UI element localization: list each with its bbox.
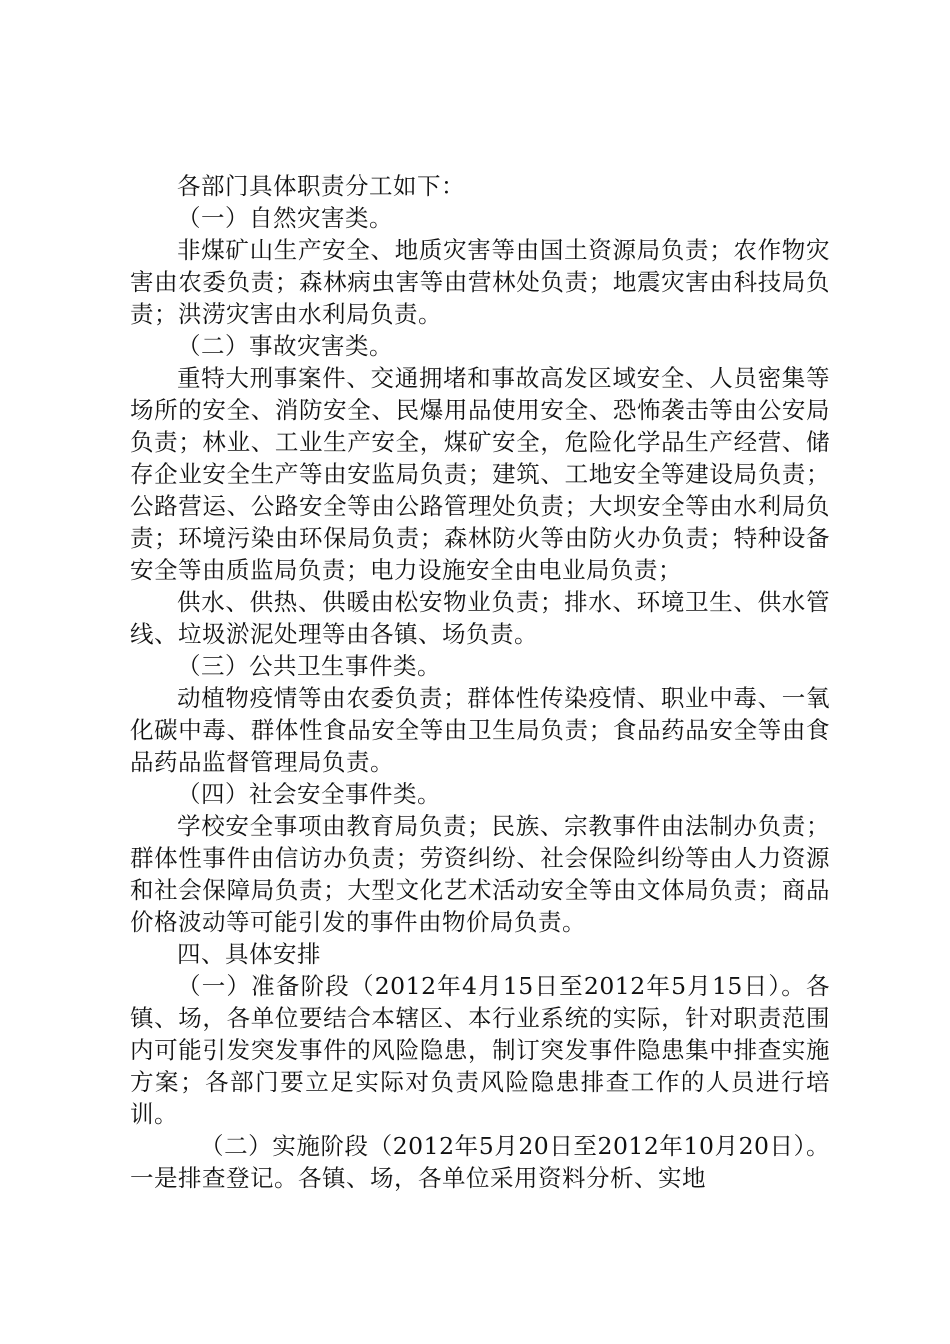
intro-paragraph: 各部门具体职责分工如下： <box>177 172 465 200</box>
section-heading-public-health: （三）公共卫生事件类。 <box>177 652 441 680</box>
section-heading-natural-disasters: （一）自然灾害类。 <box>177 204 393 232</box>
section-heading-arrangements: 四、具体安排 <box>177 940 321 968</box>
document-body <box>130 170 830 1194</box>
paragraph-natural-disasters: 非煤矿山生产安全、地质灾害等由国土资源局负责；农作物灾害由农委负责；森林病虫害等由营林处负责；地震灾害由科技局负责；洪涝灾害由水利局负责。 <box>130 236 830 328</box>
section-heading-social-security: （四）社会安全事件类。 <box>177 780 441 808</box>
section-heading-accident-disasters: （二）事故灾害类。 <box>177 332 393 360</box>
paragraph-implementation-stage: （二）实施阶段（2012年5月20日至2012年10月20日）。一是排查登记。各镇、场，各单位采用资料分析、实地 <box>130 1132 830 1192</box>
paragraph-public-health: 动植物疫情等由农委负责；群体性传染疫情、职业中毒、一氧化碳中毒、群体性食品安全等由卫生局负责；食品药品安全等由食品药品监督管理局负责。 <box>130 684 830 776</box>
paragraph-utilities: 供水、供热、供暖由松安物业负责；排水、环境卫生、供水管线、垃圾淤泥处理等由各镇、场负责。 <box>130 588 830 648</box>
paragraph-preparation-stage: （一）准备阶段（2012年4月15日至2012年5月15日）。各镇、场，各单位要结合本辖区、本行业系统的实际，针对职责范围内可能引发突发事件的风险隐患，制订突发事件隐患集中排查实施方案；各部门要立足实际对负责风险隐患排查工作的人员进行培训。 <box>130 972 830 1128</box>
paragraph-social-security: 学校安全事项由教育局负责；民族、宗教事件由法制办负责；群体性事件由信访办负责；劳资纠纷、社会保险纠纷等由人力资源和社会保障局负责；大型文化艺术活动安全等由文体局负责；商品价格波动等可能引发的事件由物价局负责。 <box>130 812 830 936</box>
paragraph-accident-disasters: 重特大刑事案件、交通拥堵和事故高发区域安全、人员密集等场所的安全、消防安全、民爆用品使用安全、恐怖袭击等由公安局负责；林业、工业生产安全，煤矿安全，危险化学品生产经营、储存企业安全生产等由安监局负责；建筑、工地安全等建设局负责；公路营运、公路安全等由公路管理处负责；大坝安全等由水利局负责；环境污染由环保局负责；森林防火等由防火办负责；特种设备安全等由质监局负责；电力设施安全由电业局负责； <box>130 364 830 584</box>
